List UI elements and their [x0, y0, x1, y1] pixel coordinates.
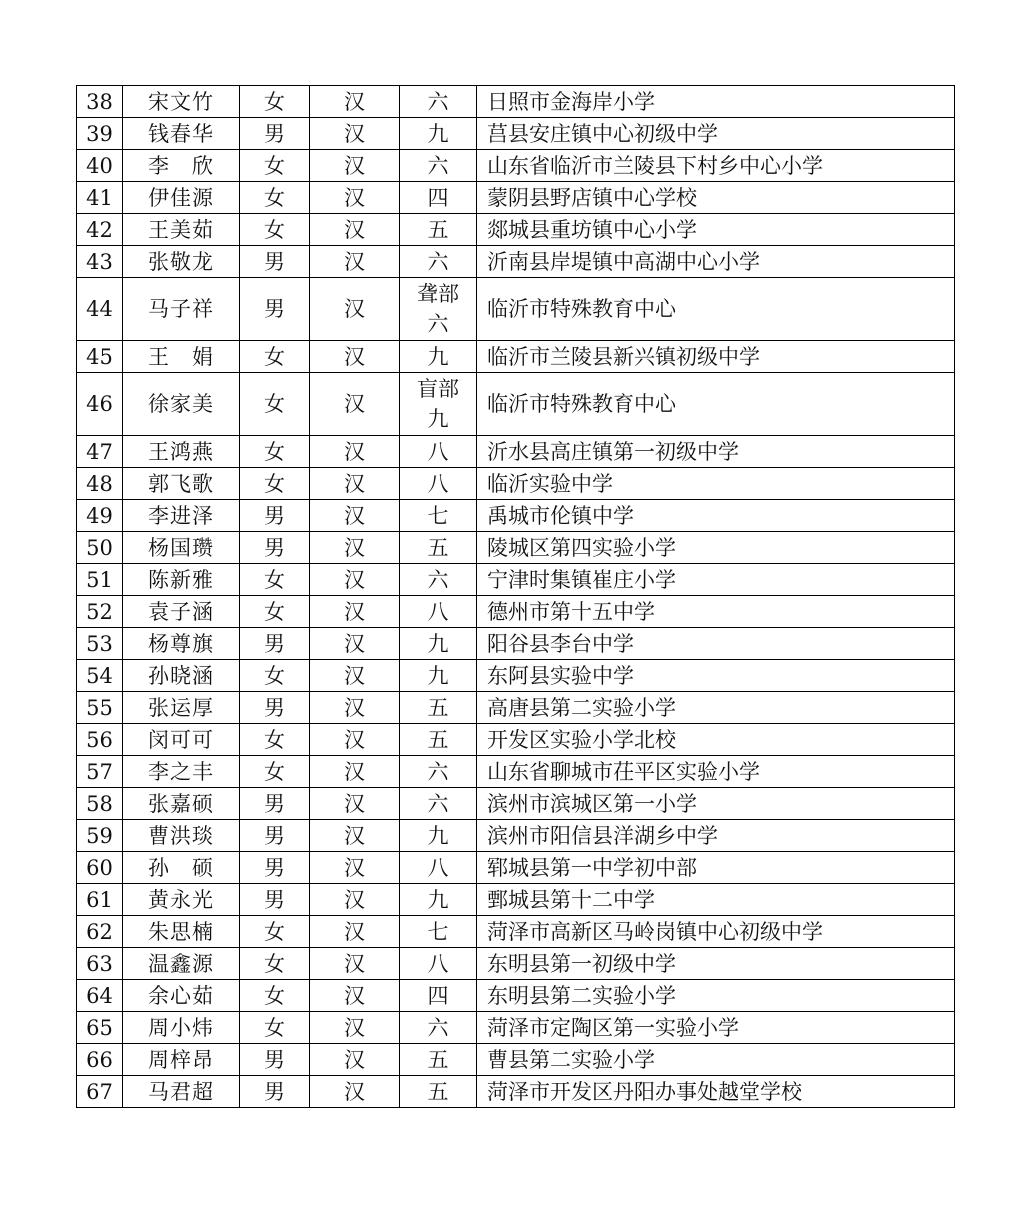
student-list-table: [76, 85, 955, 1108]
ethnicity-cell: 汉: [310, 278, 400, 341]
school-cell: 菏泽市定陶区第一实验小学: [477, 1012, 955, 1044]
student-name-cell: 马子祥: [123, 278, 240, 341]
student-name-cell: 余心茹: [123, 980, 240, 1012]
row-number-cell: 40: [77, 150, 123, 182]
table-row: [77, 532, 955, 564]
grade-text: 五: [427, 695, 449, 720]
grade-text: 八: [427, 471, 449, 496]
gender-cell: 女: [240, 756, 310, 788]
row-number-cell: 49: [77, 500, 123, 532]
grade-cell: [400, 1044, 477, 1076]
row-number-cell: 54: [77, 660, 123, 692]
grade-text: 八: [427, 855, 449, 880]
gender-cell: 女: [240, 86, 310, 118]
student-name-cell: 周梓昂: [123, 1044, 240, 1076]
ethnicity-cell: 汉: [310, 532, 400, 564]
grade-text: 七: [427, 919, 449, 944]
row-number-cell: 65: [77, 1012, 123, 1044]
student-name-cell: 张嘉硕: [123, 788, 240, 820]
grade-text: 五: [427, 727, 449, 752]
table-row: [77, 852, 955, 884]
table-row: [77, 628, 955, 660]
grade-text: 九: [427, 344, 449, 369]
table-row: [77, 596, 955, 628]
gender-cell: 女: [240, 564, 310, 596]
grade-text: 六: [427, 1015, 449, 1040]
gender-cell: 女: [240, 1012, 310, 1044]
school-cell: 郯城县重坊镇中心小学: [477, 214, 955, 246]
school-cell: 日照市金海岸小学: [477, 86, 955, 118]
school-cell: 临沂市特殊教育中心: [477, 373, 955, 436]
school-cell: 鄄城县第十二中学: [477, 884, 955, 916]
row-number-cell: 46: [77, 373, 123, 436]
ethnicity-cell: 汉: [310, 788, 400, 820]
ethnicity-cell: 汉: [310, 628, 400, 660]
student-name-cell: 王鸿燕: [123, 436, 240, 468]
row-number-cell: 56: [77, 724, 123, 756]
grade-cell: [400, 628, 477, 660]
school-cell: 高唐县第二实验小学: [477, 692, 955, 724]
grade-text: 九: [427, 663, 449, 688]
gender-cell: 男: [240, 852, 310, 884]
grade-text: 五: [427, 1047, 449, 1072]
grade-cell: [400, 150, 477, 182]
grade-cell: [400, 214, 477, 246]
ethnicity-cell: 汉: [310, 820, 400, 852]
ethnicity-cell: 汉: [310, 948, 400, 980]
gender-cell: 女: [240, 214, 310, 246]
student-name-cell: 杨尊旗: [123, 628, 240, 660]
row-number-cell: 52: [77, 596, 123, 628]
row-number-cell: 63: [77, 948, 123, 980]
school-cell: 蒙阴县野店镇中心学校: [477, 182, 955, 214]
gender-cell: 女: [240, 150, 310, 182]
table-row: [77, 724, 955, 756]
school-cell: 山东省临沂市兰陵县下村乡中心小学: [477, 150, 955, 182]
row-number-cell: 47: [77, 436, 123, 468]
student-name-cell: 温鑫源: [123, 948, 240, 980]
gender-cell: 男: [240, 788, 310, 820]
grade-text: 六: [427, 249, 449, 274]
grade-cell: [400, 756, 477, 788]
table-row: [77, 660, 955, 692]
grade-cell: [400, 564, 477, 596]
school-cell: 菏泽市开发区丹阳办事处越堂学校: [477, 1076, 955, 1108]
gender-cell: 男: [240, 246, 310, 278]
student-name-cell: 李之丰: [123, 756, 240, 788]
student-name-cell: 曹洪琰: [123, 820, 240, 852]
grade-text: 八: [427, 951, 449, 976]
gender-cell: 男: [240, 1044, 310, 1076]
table-row: [77, 278, 955, 341]
gender-cell: 男: [240, 1076, 310, 1108]
table-row: [77, 788, 955, 820]
ethnicity-cell: 汉: [310, 756, 400, 788]
grade-text: 六: [427, 153, 449, 178]
ethnicity-cell: 汉: [310, 214, 400, 246]
row-number-cell: 39: [77, 118, 123, 150]
student-name-cell: 杨国瓒: [123, 532, 240, 564]
grade-text: 六: [427, 312, 449, 336]
school-cell: 临沂市特殊教育中心: [477, 278, 955, 341]
student-name-cell: 郭飞歌: [123, 468, 240, 500]
ethnicity-cell: 汉: [310, 1076, 400, 1108]
grade-cell: [400, 246, 477, 278]
table-row: [77, 820, 955, 852]
gender-cell: 男: [240, 500, 310, 532]
student-name-cell: 王美茹: [123, 214, 240, 246]
table-row: [77, 756, 955, 788]
grade-cell: [400, 1012, 477, 1044]
ethnicity-cell: 汉: [310, 436, 400, 468]
grade-cell: [400, 532, 477, 564]
student-name-cell: 陈新雅: [123, 564, 240, 596]
grade-text: 六: [427, 759, 449, 784]
gender-cell: 男: [240, 628, 310, 660]
table-row: [77, 86, 955, 118]
grade-text: 五: [427, 535, 449, 560]
table-row: [77, 341, 955, 373]
grade-cell: [400, 278, 477, 341]
ethnicity-cell: 汉: [310, 118, 400, 150]
grade-cell: [400, 118, 477, 150]
row-number-cell: 50: [77, 532, 123, 564]
row-number-cell: 42: [77, 214, 123, 246]
school-cell: 陵城区第四实验小学: [477, 532, 955, 564]
grade-cell: [400, 724, 477, 756]
school-cell: 临沂市兰陵县新兴镇初级中学: [477, 341, 955, 373]
grade-cell: [400, 500, 477, 532]
student-name-cell: 张运厚: [123, 692, 240, 724]
student-name-cell: 孙晓涵: [123, 660, 240, 692]
grade-cell: [400, 980, 477, 1012]
ethnicity-cell: 汉: [310, 1012, 400, 1044]
ethnicity-cell: 汉: [310, 660, 400, 692]
gender-cell: 女: [240, 916, 310, 948]
ethnicity-cell: 汉: [310, 692, 400, 724]
gender-cell: 女: [240, 182, 310, 214]
grade-cell: [400, 948, 477, 980]
ethnicity-cell: 汉: [310, 884, 400, 916]
ethnicity-cell: 汉: [310, 86, 400, 118]
table-row: [77, 118, 955, 150]
student-name-cell: 黄永光: [123, 884, 240, 916]
row-number-cell: 38: [77, 86, 123, 118]
table-row: [77, 436, 955, 468]
student-name-cell: 周小炜: [123, 1012, 240, 1044]
row-number-cell: 57: [77, 756, 123, 788]
table-row: [77, 980, 955, 1012]
grade-text: 九: [427, 121, 449, 146]
gender-cell: 女: [240, 980, 310, 1012]
row-number-cell: 43: [77, 246, 123, 278]
table-row: [77, 1076, 955, 1108]
school-cell: 滨州市阳信县洋湖乡中学: [477, 820, 955, 852]
grade-text: 五: [427, 1079, 449, 1104]
gender-cell: 女: [240, 341, 310, 373]
gender-cell: 女: [240, 596, 310, 628]
school-cell: 滨州市滨城区第一小学: [477, 788, 955, 820]
student-name-cell: 李进泽: [123, 500, 240, 532]
gender-cell: 男: [240, 884, 310, 916]
school-cell: 阳谷县李台中学: [477, 628, 955, 660]
grade-text: 八: [427, 599, 449, 624]
ethnicity-cell: 汉: [310, 564, 400, 596]
school-cell: 郓城县第一中学初中部: [477, 852, 955, 884]
grade-text: 四: [427, 983, 449, 1008]
grade-cell: [400, 884, 477, 916]
gender-cell: 男: [240, 118, 310, 150]
grade-text: 六: [427, 791, 449, 816]
gender-cell: 女: [240, 660, 310, 692]
gender-cell: 女: [240, 724, 310, 756]
ethnicity-cell: 汉: [310, 852, 400, 884]
student-name-cell: 钱春华: [123, 118, 240, 150]
grade-text: 九: [427, 887, 449, 912]
row-number-cell: 67: [77, 1076, 123, 1108]
ethnicity-cell: 汉: [310, 500, 400, 532]
ethnicity-cell: 汉: [310, 246, 400, 278]
ethnicity-cell: 汉: [310, 468, 400, 500]
row-number-cell: 66: [77, 1044, 123, 1076]
row-number-cell: 62: [77, 916, 123, 948]
ethnicity-cell: 汉: [310, 724, 400, 756]
ethnicity-cell: 汉: [310, 1044, 400, 1076]
gender-cell: 女: [240, 948, 310, 980]
grade-text: 六: [427, 567, 449, 592]
grade-text: 五: [427, 217, 449, 242]
ethnicity-cell: 汉: [310, 596, 400, 628]
school-cell: 沂南县岸堤镇中高湖中心小学: [477, 246, 955, 278]
table-row: [77, 564, 955, 596]
grade-cell: [400, 468, 477, 500]
school-cell: 莒县安庄镇中心初级中学: [477, 118, 955, 150]
student-name-cell: 马君超: [123, 1076, 240, 1108]
school-cell: 临沂实验中学: [477, 468, 955, 500]
row-number-cell: 55: [77, 692, 123, 724]
grade-cell: [400, 1076, 477, 1108]
table-row: [77, 916, 955, 948]
row-number-cell: 58: [77, 788, 123, 820]
table-row: [77, 373, 955, 436]
row-number-cell: 59: [77, 820, 123, 852]
gender-cell: 男: [240, 532, 310, 564]
student-list-body: [77, 86, 955, 1108]
gender-cell: 男: [240, 820, 310, 852]
row-number-cell: 45: [77, 341, 123, 373]
school-cell: 东明县第二实验小学: [477, 980, 955, 1012]
grade-text: 九: [427, 631, 449, 656]
grade-text: 盲部: [417, 377, 459, 401]
school-cell: 禹城市伦镇中学: [477, 500, 955, 532]
student-name-cell: 闵可可: [123, 724, 240, 756]
gender-cell: 男: [240, 692, 310, 724]
ethnicity-cell: 汉: [310, 182, 400, 214]
ethnicity-cell: 汉: [310, 373, 400, 436]
gender-cell: 女: [240, 468, 310, 500]
gender-cell: 男: [240, 278, 310, 341]
student-name-cell: 李 欣: [123, 150, 240, 182]
row-number-cell: 51: [77, 564, 123, 596]
school-cell: 德州市第十五中学: [477, 596, 955, 628]
table-row: [77, 692, 955, 724]
school-cell: 菏泽市高新区马岭岗镇中心初级中学: [477, 916, 955, 948]
row-number-cell: 60: [77, 852, 123, 884]
grade-text: 聋部: [417, 282, 459, 306]
row-number-cell: 41: [77, 182, 123, 214]
grade-cell: [400, 86, 477, 118]
school-cell: 开发区实验小学北校: [477, 724, 955, 756]
table-row: [77, 468, 955, 500]
row-number-cell: 44: [77, 278, 123, 341]
ethnicity-cell: 汉: [310, 916, 400, 948]
grade-cell: [400, 692, 477, 724]
grade-text: 六: [427, 89, 449, 114]
ethnicity-cell: 汉: [310, 341, 400, 373]
student-name-cell: 张敬龙: [123, 246, 240, 278]
grade-cell: [400, 660, 477, 692]
school-cell: 沂水县高庄镇第一初级中学: [477, 436, 955, 468]
ethnicity-cell: 汉: [310, 150, 400, 182]
grade-cell: [400, 436, 477, 468]
grade-text: 九: [427, 407, 449, 431]
table-row: [77, 150, 955, 182]
gender-cell: 女: [240, 373, 310, 436]
student-name-cell: 孙 硕: [123, 852, 240, 884]
table-row: [77, 182, 955, 214]
row-number-cell: 64: [77, 980, 123, 1012]
school-cell: 东明县第一初级中学: [477, 948, 955, 980]
grade-cell: [400, 916, 477, 948]
grade-cell: [400, 820, 477, 852]
grade-cell: [400, 182, 477, 214]
table-row: [77, 1012, 955, 1044]
student-name-cell: 徐家美: [123, 373, 240, 436]
grade-text: 四: [427, 185, 449, 210]
gender-cell: 女: [240, 436, 310, 468]
ethnicity-cell: 汉: [310, 980, 400, 1012]
school-cell: 宁津时集镇崔庄小学: [477, 564, 955, 596]
student-name-cell: 宋文竹: [123, 86, 240, 118]
grade-text: 八: [427, 439, 449, 464]
school-cell: 曹县第二实验小学: [477, 1044, 955, 1076]
student-name-cell: 朱思楠: [123, 916, 240, 948]
student-name-cell: 伊佳源: [123, 182, 240, 214]
row-number-cell: 48: [77, 468, 123, 500]
grade-cell: [400, 852, 477, 884]
school-cell: 东阿县实验中学: [477, 660, 955, 692]
grade-cell: [400, 341, 477, 373]
row-number-cell: 61: [77, 884, 123, 916]
table-row: [77, 948, 955, 980]
table-row: [77, 214, 955, 246]
row-number-cell: 53: [77, 628, 123, 660]
table-row: [77, 500, 955, 532]
grade-text: 七: [427, 503, 449, 528]
table-row: [77, 884, 955, 916]
table-row: [77, 1044, 955, 1076]
grade-cell: [400, 373, 477, 436]
grade-cell: [400, 596, 477, 628]
student-name-cell: 王 娟: [123, 341, 240, 373]
grade-cell: [400, 788, 477, 820]
grade-text: 九: [427, 823, 449, 848]
student-name-cell: 袁子涵: [123, 596, 240, 628]
school-cell: 山东省聊城市茌平区实验小学: [477, 756, 955, 788]
table-row: [77, 246, 955, 278]
